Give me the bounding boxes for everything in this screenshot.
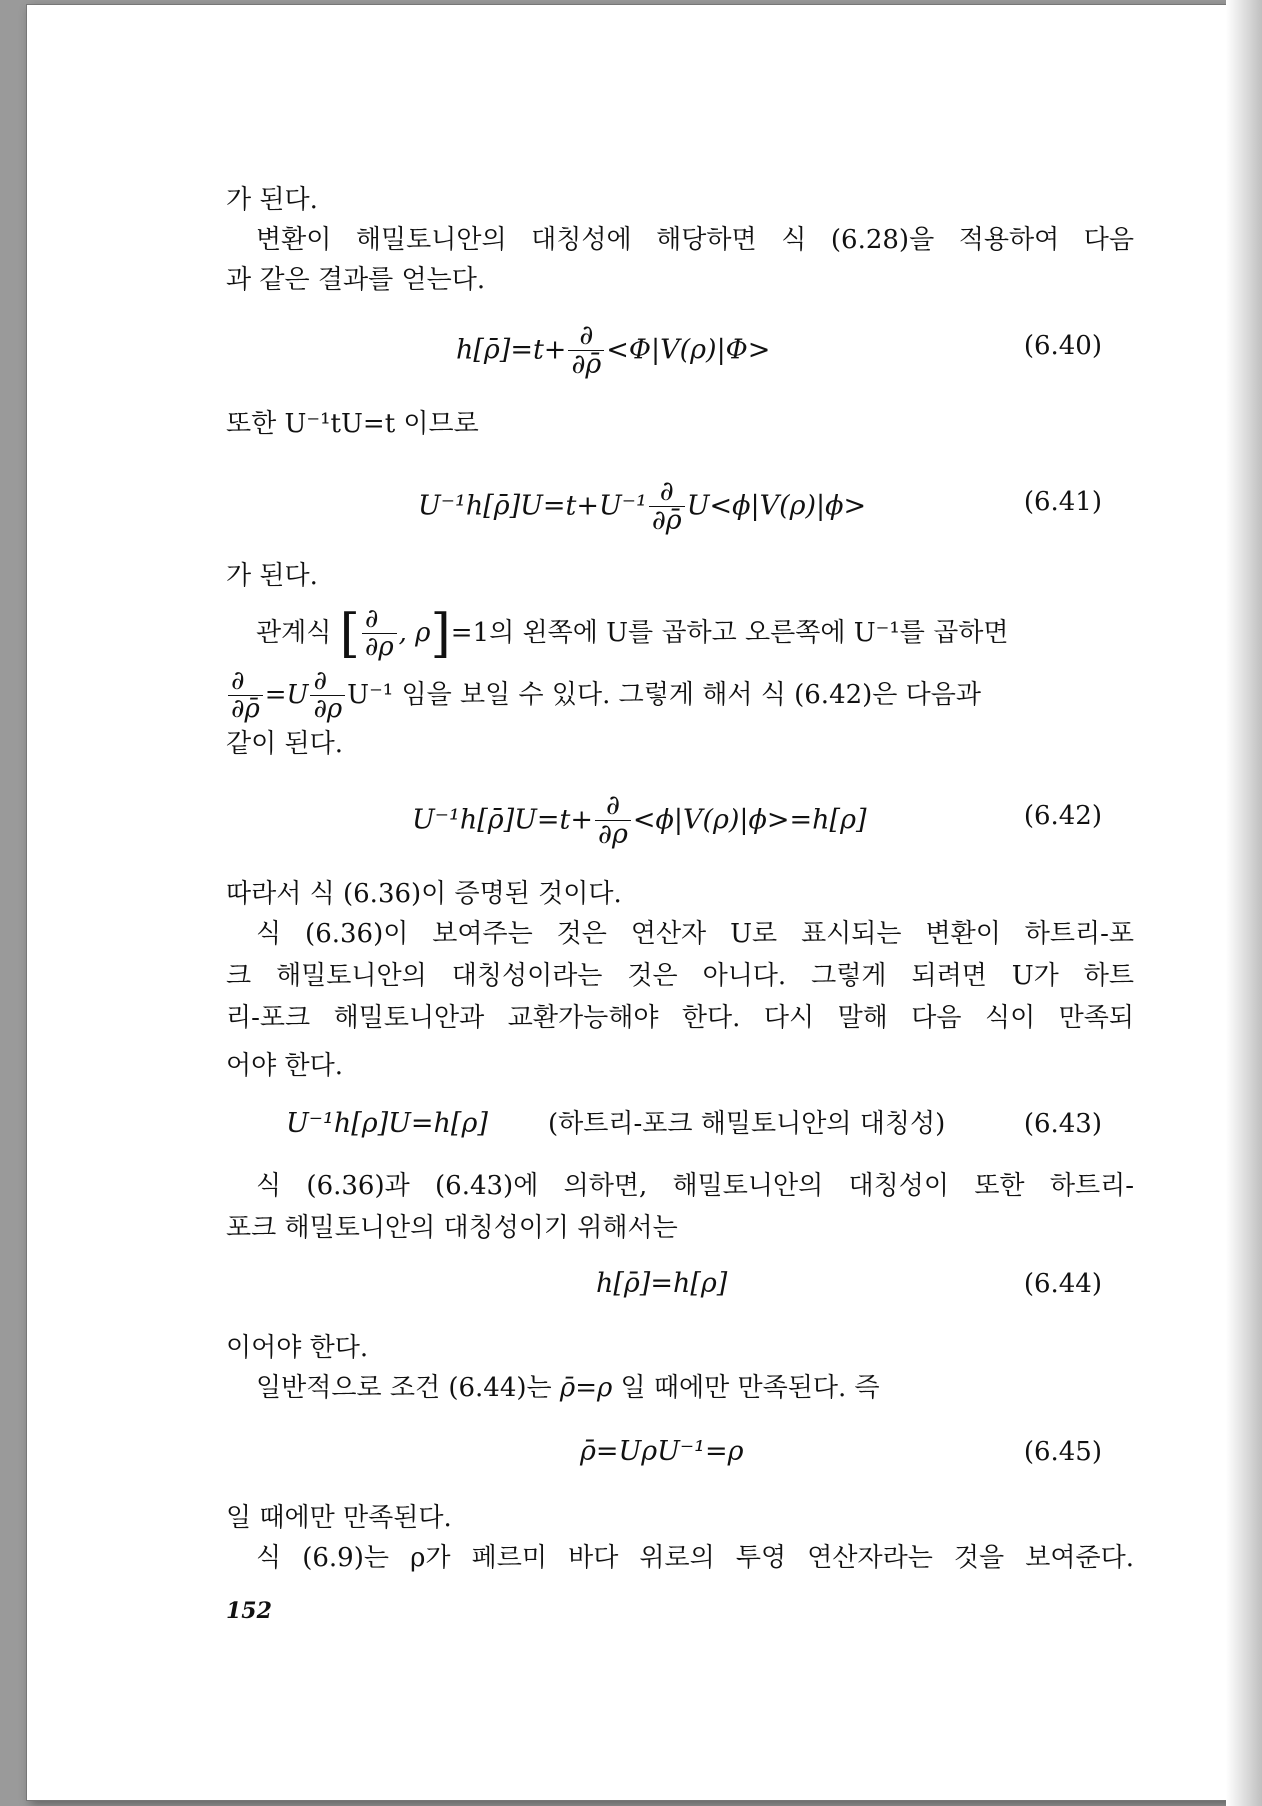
text-line: $\frac{\partial}{\partial\rhō}$ =U $\frac{\partial}{\partial\rho}$ U⁻¹ 임을 보일 수 있다. 그렇게 해서 식 (6.42)은 다음과 bbox=[226, 668, 1134, 724]
equation-6-40: h[ρ̄]=t+ $\frac{\partial}{\partial\rhō}$ <Φ|V(ρ)|Φ> bbox=[456, 320, 771, 381]
text-line: 관계식 [ $\frac{\partial}{\partial\rho}$ , ρ]=1의 왼쪽에 U를 곱하고 오른쪽에 U⁻¹를 곱하면 bbox=[256, 603, 1009, 664]
equation-number: (6.41) bbox=[1023, 487, 1102, 517]
equation-number: (6.45) bbox=[1023, 1437, 1102, 1467]
text-line: 일 때에만 만족된다. bbox=[226, 1503, 452, 1533]
text-line: 가 된다. bbox=[226, 185, 318, 215]
equation-number: (6.42) bbox=[1023, 801, 1102, 831]
text-line: 따라서 식 (6.36)이 증명된 것이다. bbox=[226, 879, 622, 909]
page-number: 152 bbox=[226, 1598, 272, 1624]
text-line: 또한 U⁻¹tU=t 이므로 bbox=[226, 409, 479, 439]
equation-6-41: U⁻¹h[ρ̄]U=t+U⁻¹ $\frac{\partial}{\partial\rhō}$ U<ϕ|V(ρ)|ϕ> bbox=[418, 476, 867, 537]
text-line: 어야 한다. bbox=[226, 1051, 343, 1081]
text-line: 일반적으로 조건 (6.44)는 ρ̄=ρ 일 때에만 만족된다. 즉 bbox=[256, 1373, 880, 1403]
equation-number: (6.40) bbox=[1023, 331, 1102, 361]
equation-note: (하트리-포크 해밀토니안의 대칭성) bbox=[548, 1109, 946, 1139]
equation-6-43: U⁻¹h[ρ]U=h[ρ] bbox=[286, 1108, 488, 1139]
equation-6-42: U⁻¹h[ρ̄]U=t+ $\frac{\partial}{\partial\rho}$ <ϕ|V(ρ)|ϕ>=h[ρ] bbox=[412, 790, 867, 851]
text-line: 같이 된다. bbox=[226, 729, 343, 759]
text-line: 포크 해밀토니안의 대칭성이기 위해서는 bbox=[226, 1213, 678, 1243]
text-line: 식 (6.9)는 ρ가 페르미 바다 위로의 투영 연산자라는 것을 보여준다. bbox=[256, 1543, 1134, 1573]
equation-number: (6.44) bbox=[1023, 1269, 1102, 1299]
equation-6-44: h[ρ̄]=h[ρ] bbox=[596, 1268, 728, 1299]
text-line: 이어야 한다. bbox=[226, 1333, 369, 1363]
text-line: 리-포크 해밀토니안과 교환가능해야 한다. 다시 말해 다음 식이 만족되 bbox=[226, 1003, 1134, 1033]
text-line: 변환이 해밀토니안의 대칭성에 해당하면 식 (6.28)을 적용하여 다음 bbox=[256, 225, 1134, 255]
equation-number: (6.43) bbox=[1023, 1109, 1102, 1139]
text-line: 크 해밀토니안의 대칭성이라는 것은 아니다. 그렇게 되려면 U가 하트 bbox=[226, 961, 1134, 991]
text-line: 과 같은 결과를 얻는다. bbox=[226, 265, 486, 295]
relation: $\frac{\partial}{\partial\rhō}$ =U $\frac{\partial}{\partial\rho}$ bbox=[226, 680, 347, 710]
text-line: 가 된다. bbox=[226, 561, 318, 591]
text-line: 식 (6.36)과 (6.43)에 의하면, 해밀토니안의 대칭성이 또한 하트리- bbox=[256, 1171, 1134, 1201]
equation-6-45: ρ̄=UρU⁻¹=ρ bbox=[580, 1436, 744, 1467]
text-line: 식 (6.36)이 보여주는 것은 연산자 U로 표시되는 변환이 하트리-포 bbox=[256, 919, 1134, 949]
commutator: [ $\frac{\partial}{\partial\rho}$ , ρ] bbox=[339, 603, 451, 664]
